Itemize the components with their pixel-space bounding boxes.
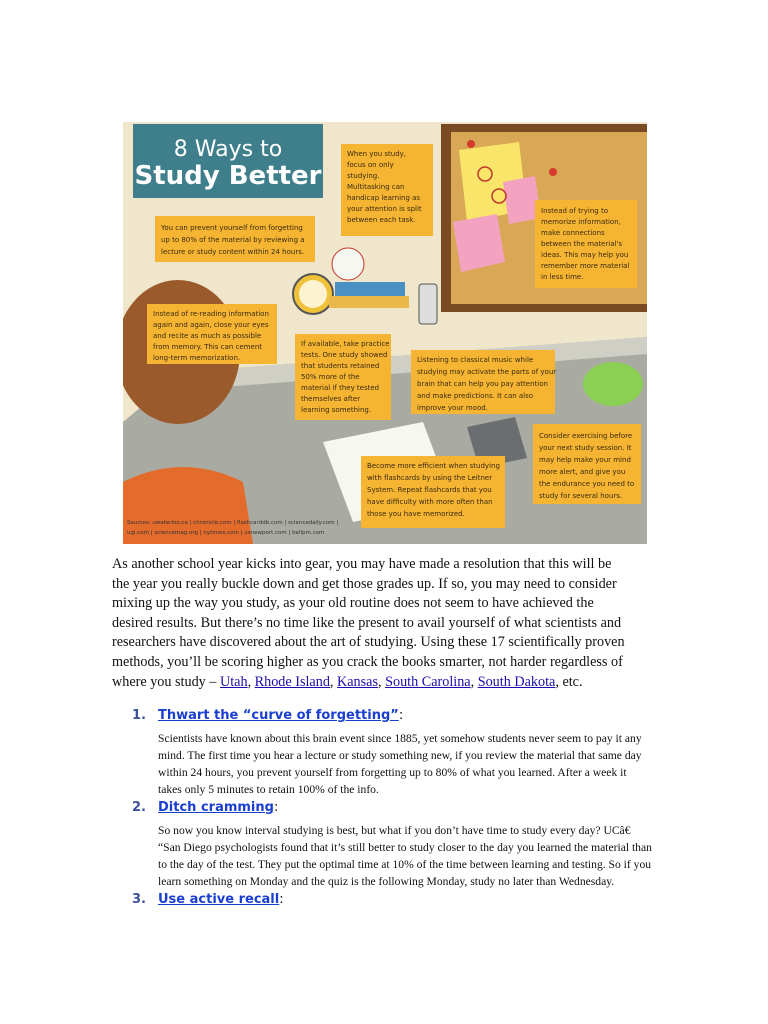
tip-bubble-review (155, 216, 315, 262)
tip-bubble-exercise (533, 424, 641, 504)
svg-text:Become more efficient when stu: Become more efficient when studying with flashcards by using the Leitner System. Repeat flashcards that you have difficulty with more often than those you have memorized. (367, 462, 500, 518)
list-item: 2. Ditch cramming : So now you know interval studying is best, but what if you don’t have time to study every day? UCâ€ “San Diego psychologists found that it’s still better to study closer to the day you learned the material than to the day of the test. They put the optimal time at 10% of the time between learning and testing. So if you learn something on Monday and the quiz is the following Monday, study no later than Wednesday. (112, 800, 652, 890)
svg-text:If available, take practicetes: If available, take practice tests. One study showed that students retained 50% more of the material if they tested themselves after learning something. (301, 340, 390, 414)
svg-text:You can prevent yourself from: You can prevent yourself from forgetting up to 80% of the material by reviewing a lecture or study content within 24 hours. (161, 224, 305, 256)
svg-text:Consider exercising beforeyour: Consider exercising before your next study session. It may help make your mind more alert, and give you the endurance you need to study for several hours. (539, 432, 635, 500)
tip-bubble-recall (147, 304, 277, 364)
infographic-title-line1: 8 Ways to (173, 137, 283, 162)
study-methods-list (112, 708, 652, 914)
method-link-active-recall[interactable]: Use active recall (158, 892, 280, 907)
intro-paragraph: As another school year kicks into gear, you may have made a resolution that this will be the year you really buckle down and get those grades up. If so, you may need to consider mixing up the way you study, as your old routine does not seem to have achieved the desired results. But there’s no time like the present to avail yourself of what scientists and researchers have discovered about the art of studying. Using these 17 scientifically proven methods, you’ll be scoring higher as you crack the books smarter, not harder regardless of where you study – Utah, Rhode Island, Kansas, South Carolina, South Dakota, etc. (112, 556, 625, 690)
list-number: 1. (132, 708, 146, 723)
link-south-carolina[interactable]: South Carolina (385, 673, 471, 690)
list-number: 2. (132, 800, 146, 815)
method-description: So now you know interval studying is best, but what if you don’t have time to study every day? UCâ€ “San Diego psychologists found that it’s still better to study closer to the day you learned the material than to the day of the test. They put the optimal time at 10% of the time between learning and testing. So if you learn something on Monday and the quiz is the following Monday, study no later than Wednesday. (158, 824, 652, 888)
infographic-sources: Sources: uwaterloo.ca | chronicle.com | flashcarddb.com | sciencedaily.com | ugi.com | sciencemag.org | nytimes.com | usnewport.com | bellpm.com (127, 520, 339, 536)
tip-bubble-music (411, 350, 556, 414)
infographic-title-line2: Study Better (134, 161, 322, 191)
tip-bubble-connections (535, 200, 637, 288)
tip-bubble-flashcards (361, 456, 505, 528)
list-item: 1. Thwart the “curve of forgetting” : Scientists have known about this brain event since 1885, yet somehow students never seem to pay it any mind. The first time you hear a lecture or study something new, if you review the material that same day within 24 hours, you prevent yourself from forgetting up to 80% of what you learned. After a week it takes only 5 minutes to retain 100% of the info. (112, 708, 652, 798)
link-kansas[interactable]: Kansas (337, 673, 378, 690)
svg-text:When you study,focus on onlyst: When you study, focus on only studying. Multitasking can handicap learning as your attention is split between each task. (347, 150, 422, 224)
infographic-title-panel (133, 124, 323, 198)
svg-text:Listening to classical music w: Listening to classical music while studying may activate the parts of your brain that can help you pay attention and make predictions. It can also improve your mood. (417, 356, 557, 412)
tip-bubble-focus (341, 144, 433, 236)
link-utah[interactable]: Utah (219, 673, 248, 690)
svg-text:Instead of trying tomemorize i: Instead of trying to memorize information, make connections between the material's ideas. This may help you remember more material in less time. (541, 207, 630, 281)
method-description: Scientists have known about this brain event since 1885, yet somehow students never seem to pay it any mind. The first time you hear a lecture or study something new, if you review the material that same day within 24 hours, you prevent yourself from forgetting up to 80% of what you learned. After a week it takes only 5 minutes to retain 100% of the info. (158, 732, 642, 796)
method-link-ditch-cramming[interactable]: Ditch cramming (158, 800, 274, 815)
list-number: 3. (132, 892, 146, 907)
link-rhode-island[interactable]: Rhode Island (254, 673, 330, 690)
method-link-curve-of-forgetting[interactable]: Thwart the “curve of forgetting” (158, 708, 399, 723)
tip-bubble-practice-tests (295, 334, 391, 420)
svg-text:Instead of re-reading informat: Instead of re-reading information again and again, close your eyes and recite as much as possible from memory. This can cement long-term memorization. (153, 310, 269, 362)
link-south-dakota[interactable]: South Dakota (477, 673, 556, 690)
study-infographic (123, 122, 647, 544)
list-item: 3. Use active recall : (112, 892, 652, 914)
